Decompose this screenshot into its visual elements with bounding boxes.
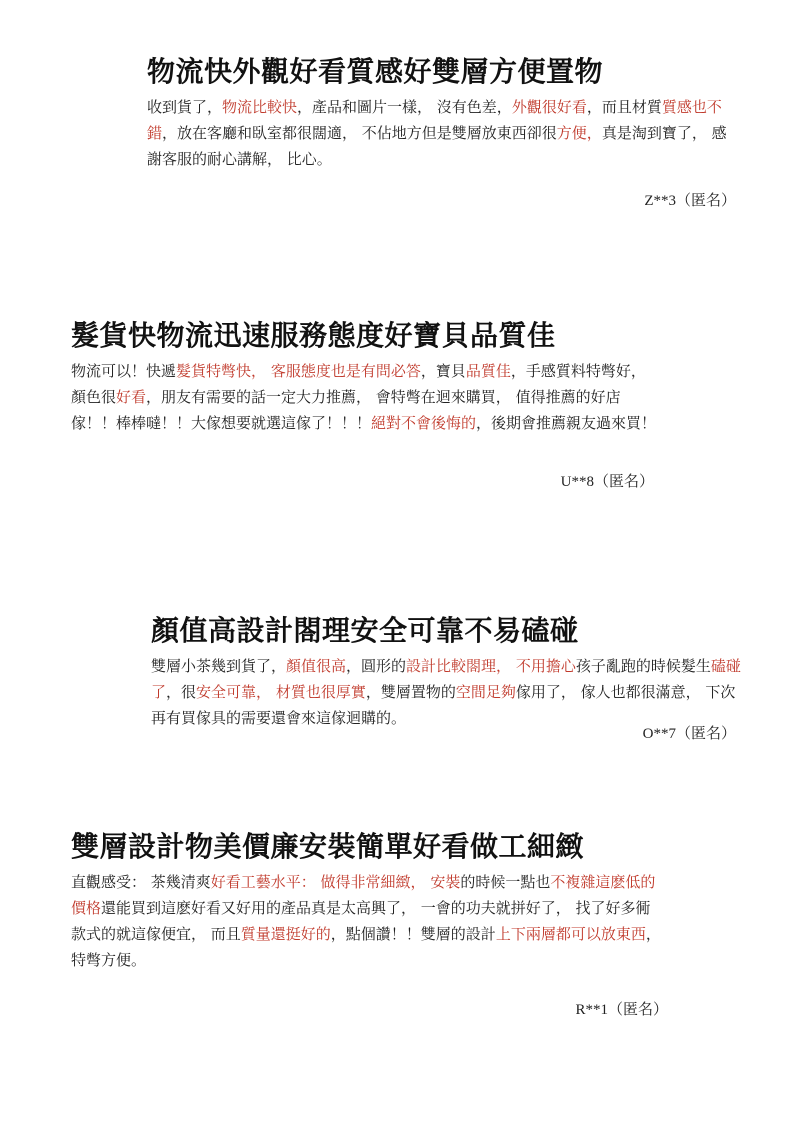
- author-name: O**7: [642, 726, 676, 742]
- review-1: [147, 54, 737, 172]
- highlight-text: 安全可靠，: [196, 683, 272, 701]
- body-text: 收到貨了，: [147, 98, 223, 116]
- review-author: [644, 189, 736, 210]
- highlight-text: 空間足夠: [455, 683, 516, 701]
- body-text: 真是淘到寶了， 感謝客服的耐心講解， 比心。: [147, 124, 727, 168]
- review-title: 雙層設計物美價廉安裝簡單好看做工細緻: [71, 830, 585, 863]
- body-text: ，點個讚！！雙層的設計: [330, 925, 496, 943]
- body-text: ，放在客廳和臥室都很闊適， 不佔地方但是雙層放東西卻很: [162, 124, 557, 142]
- highlight-text: 上下兩層都可以放東西: [495, 925, 646, 943]
- body-text: ，特彆方便。: [71, 925, 661, 969]
- review-3: [151, 613, 743, 731]
- body-text: ，而且材質: [586, 98, 662, 116]
- highlight-text: 不複雜這麽低的價格: [71, 873, 656, 917]
- highlight-text: 材質也很厚實: [275, 683, 366, 701]
- author-anon: （匿名）: [593, 472, 654, 490]
- review-author: [643, 722, 736, 743]
- body-text: ，手感質料特彆好， 顏色很: [71, 362, 646, 406]
- review-body: [71, 869, 663, 973]
- review-author: [575, 998, 668, 1019]
- review-title: 物流快外觀好看質感好雙層方便置物: [147, 55, 604, 88]
- body-text: ，產品和圖片一樣， 沒有色差，: [297, 98, 512, 116]
- highlight-text: 物流比較快: [222, 98, 298, 116]
- review-body: [147, 94, 737, 172]
- highlight-text: 不用擔心: [515, 657, 576, 675]
- highlight-text: 好看: [116, 388, 147, 406]
- highlight-text: 外觀很好看: [511, 98, 587, 116]
- body-text: ，很: [166, 683, 197, 701]
- review-title: 髮貨快物流迅速服務態度好寶貝品質佳: [71, 319, 556, 352]
- body-text: 直觀感受： 茶幾清爽: [71, 873, 211, 891]
- review-author: [561, 470, 654, 491]
- body-text: 傢用了， 傢人也都很滿意， 下次再有買傢具的需要還會來這傢迴購的。: [151, 683, 736, 727]
- author-name: Z**3: [644, 193, 676, 209]
- body-text: ，朋友有需要的話一定大力推薦， 會特彆在迴來購買， 值得推薦的好店傢！！棒棒噠！！大傢想要就選這傢了！！！: [71, 388, 621, 432]
- highlight-text: 設計比較閤理，: [406, 657, 512, 675]
- highlight-text: 絕對不會後悔的: [371, 414, 477, 432]
- body-text: 物流可以！快遞: [71, 362, 177, 380]
- author-name: R**1: [575, 1002, 608, 1018]
- highlight-text: 髮貨特彆快，: [176, 362, 267, 380]
- author-anon: （匿名）: [607, 1000, 668, 1018]
- highlight-text: 安裝: [430, 873, 461, 891]
- review-body: [151, 653, 743, 731]
- body-text: 孩子亂跑的時候髮生: [575, 657, 711, 675]
- body-text: 的時候一點也: [460, 873, 551, 891]
- body-text: ，圓形的: [346, 657, 407, 675]
- author-anon: （匿名）: [675, 724, 736, 742]
- review-title: 顏值高設計閤理安全可靠不易磕碰: [151, 614, 579, 647]
- review-body: [71, 358, 663, 436]
- highlight-text: 客服態度也是有問必答: [270, 362, 421, 380]
- body-text: ，雙層置物的: [365, 683, 456, 701]
- body-text: 雙層小茶幾到貨了，: [151, 657, 287, 675]
- review-4: [71, 829, 663, 973]
- body-text: ，後期會推薦親友過來買！: [476, 414, 657, 432]
- author-anon: （匿名）: [675, 191, 736, 209]
- highlight-text: 方便，: [556, 124, 602, 142]
- highlight-text: 質感也不錯: [147, 98, 722, 142]
- body-text: 還能買到這麽好看又好用的產品真是太高興了， 一會的功夫就拼好了， 找了好多衕款式的就這傢便宜， 而且: [71, 899, 651, 943]
- author-name: U**8: [560, 474, 594, 490]
- highlight-text: 顏值很高: [286, 657, 347, 675]
- highlight-text: 磕碰了: [151, 657, 741, 701]
- body-text: ，寶貝: [420, 362, 466, 380]
- review-2: [71, 318, 663, 436]
- highlight-text: 品質佳: [465, 362, 511, 380]
- highlight-text: 好看工藝水平： 做得非常細緻，: [210, 873, 426, 891]
- highlight-text: 質量還挺好的: [240, 925, 331, 943]
